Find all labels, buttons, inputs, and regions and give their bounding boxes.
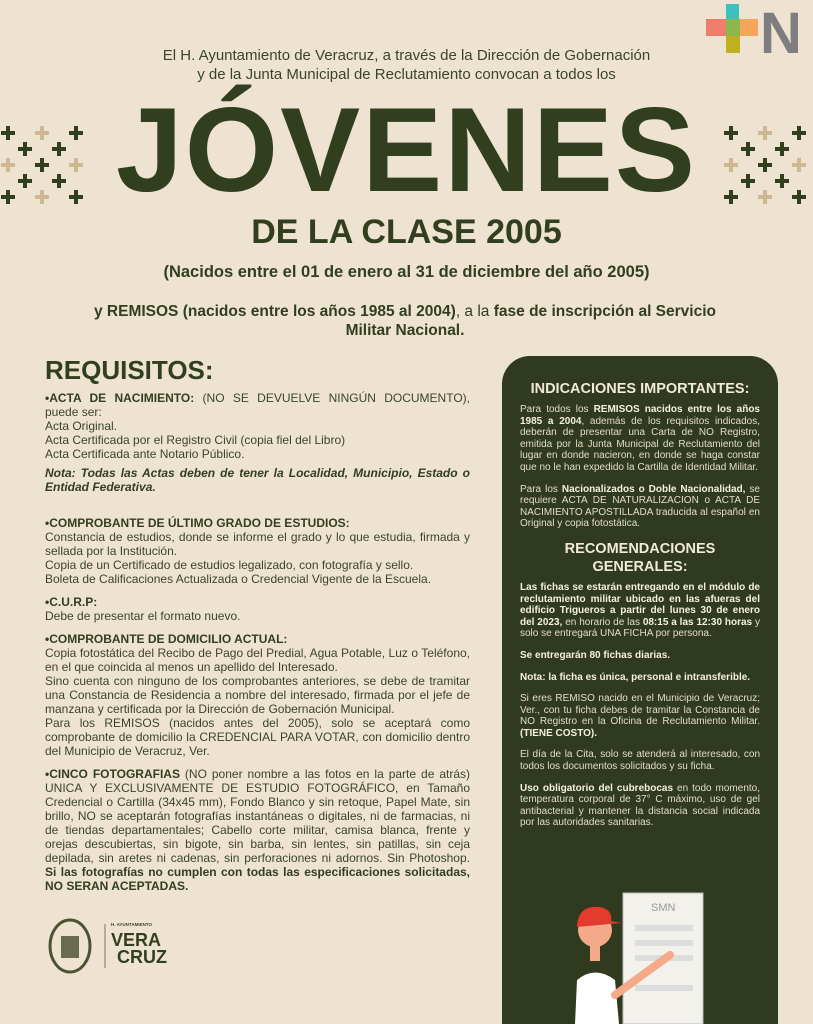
coat-of-arms-icon bbox=[45, 916, 175, 976]
recomendaciones-paragraph bbox=[520, 693, 760, 739]
info-panel bbox=[502, 356, 778, 1024]
indicaciones-paragraph bbox=[520, 484, 760, 530]
requisito-paragraph bbox=[45, 433, 470, 447]
class-subtitle: DE LA CLASE 2005 bbox=[251, 213, 562, 251]
recomendaciones-paragraph bbox=[520, 672, 760, 684]
requisito-paragraph bbox=[45, 530, 470, 558]
recomendaciones-paragraph bbox=[520, 783, 760, 829]
requisito-paragraph bbox=[45, 646, 470, 674]
text-segment: (NO poner nombre a las fotos en la parte de atrás) UNICA Y EXCLUSIVAMENTE DE ESTUDIO FOTOGRÁFICO, en Tamaño Credencial o Cartilla (34x45 mm), Fondo Blanco y sin retoque, Papel Mate, sin brillo, NO se aceptarán fotografías instantáneas o digitales, ni de farmacias, ni de tiendas departamentales; Cabello corte militar, camisa blanca, frente y orejas descubiertas, sin bigote, sin barba, sin lentes, sin patillas, sin ceja depilada, sin aretes ni cadenas, sin perforaciones ni adornos. Sin Photoshop. bbox=[45, 767, 471, 865]
text-segment: (NO SE DEVUELVE NINGÚN DOCUMENTO), puede ser: bbox=[45, 391, 470, 419]
svg-text:CRUZ: CRUZ bbox=[117, 947, 167, 967]
requisito-paragraph bbox=[45, 716, 470, 758]
text-segment: REMISOS nacidos entre los años 1985 a 2004 bbox=[520, 404, 760, 427]
requisito-paragraph bbox=[45, 391, 470, 419]
text-segment: Debe de presentar el formato nuevo. bbox=[45, 609, 241, 623]
svg-text:H. AYUNTAMIENTO: H. AYUNTAMIENTO bbox=[111, 922, 153, 927]
text-segment: Copia fotostática del Recibo de Pago del Predial, Agua Potable, Luz o Teléfono, en el que coincida al menos un apellido del Interesado. bbox=[45, 646, 470, 674]
text-segment: Constancia de estudios, donde se informe el grado y lo que estudia, firmada y sellada por la Institución. bbox=[45, 530, 470, 558]
requisito-paragraph bbox=[45, 674, 470, 716]
text-segment: Nacionalizados o Doble Nacionalidad, bbox=[561, 483, 746, 495]
veracruz-logo bbox=[45, 916, 470, 981]
svg-text:N: N bbox=[760, 4, 802, 54]
intro-line: El H. Ayuntamiento de Veracruz, a través de la Dirección de Gobernación bbox=[162, 47, 651, 64]
text-segment: •COMPROBANTE DE ÚLTIMO GRADO DE ESTUDIOS: bbox=[45, 516, 350, 530]
text-segment: (TIENE COSTO). bbox=[520, 727, 598, 739]
text-segment: Nota: la ficha es única, personal e intransferible. bbox=[520, 671, 751, 683]
text-segment: Acta Original. bbox=[45, 419, 118, 433]
indicaciones-paragraph bbox=[520, 404, 760, 474]
text-segment: Acta Certificada ante Notario Público. bbox=[45, 447, 245, 461]
text-segment: Para los bbox=[520, 483, 562, 495]
text-segment: •ACTA DE NACIMIENTO: bbox=[45, 391, 195, 405]
text-segment: en todo momento, temperatura corporal de 37° C máximo, uso de gel antibacterial y mantener la distancia social indicada por las autoridades sanitarias. bbox=[520, 782, 761, 829]
requisito-paragraph bbox=[45, 419, 470, 433]
requisito-paragraph bbox=[45, 558, 470, 572]
birth-range: (Nacidos entre el 01 de enero al 31 de diciembre del año 2005) bbox=[163, 263, 650, 281]
text-segment: fase de inscripción al Servicio Militar Nacional. bbox=[345, 303, 716, 339]
text-segment: y REMISOS (nacidos entre los años 1985 al 2004) bbox=[93, 303, 456, 320]
requisito-paragraph bbox=[45, 632, 470, 646]
requisito-paragraph bbox=[45, 447, 470, 461]
requisito-paragraph bbox=[45, 466, 470, 494]
text-segment: •COMPROBANTE DE DOMICILIO ACTUAL: bbox=[45, 632, 288, 646]
text-segment: El día de la Cita, solo se atenderá al interesado, con todos los documentos solicitados y su ficha. bbox=[520, 749, 760, 773]
recomendaciones-paragraph bbox=[520, 749, 760, 772]
requisito-paragraph bbox=[45, 516, 470, 530]
recomendaciones-title: RECOMENDACIONES GENERALES: bbox=[564, 540, 716, 575]
text-segment: Para los REMISOS (nacidos antes del 2005), solo se aceptará como comprobante de domicilio la CREDENCIAL PARA VOTAR, con domicilio dentro del Municipio de Veracruz, Ver. bbox=[45, 716, 470, 758]
requisito-paragraph bbox=[45, 767, 470, 893]
requisitos-section bbox=[45, 355, 470, 981]
requisitos-title: REQUISITOS: bbox=[45, 355, 214, 385]
text-segment: •CINCO FOTOGRAFIAS bbox=[45, 767, 180, 781]
text-segment: se requiere ACTA DE NATURALIZACION o ACTA DE NACIMIENTO APOSTILLADA traducida al español en Original y copia fotostática. bbox=[520, 483, 760, 530]
requisito-item bbox=[45, 516, 470, 586]
plus-n-logo-icon bbox=[706, 4, 808, 54]
requisito-paragraph bbox=[45, 595, 470, 609]
text-segment: Acta Certificada por el Registro Civil (copia fiel del Libro) bbox=[45, 433, 346, 447]
text-segment: Copia de un Certificado de estudios legalizado, con fotografía y sello. bbox=[45, 558, 414, 572]
intro-line: y de la Junta Municipal de Reclutamiento convocan a todos los bbox=[197, 66, 616, 83]
text-segment: Uso obligatorio del cubrebocas bbox=[520, 782, 674, 794]
recomendaciones-paragraph bbox=[520, 650, 760, 662]
requisito-item bbox=[45, 595, 470, 623]
requisito-item bbox=[45, 391, 470, 494]
text-segment: en horario de las bbox=[562, 616, 643, 628]
text-segment: •C.U.R.P: bbox=[45, 595, 98, 609]
text-segment: Se entregarán 80 fichas diarias. bbox=[520, 649, 671, 661]
svg-text:SMN: SMN bbox=[651, 902, 676, 914]
recomendaciones-paragraph bbox=[520, 582, 760, 640]
indicaciones-title: INDICACIONES IMPORTANTES: bbox=[530, 381, 750, 397]
text-segment: , a la bbox=[455, 303, 494, 320]
text-segment: Boleta de Calificaciones Actualizada o Credencial Vigente de la Escuela. bbox=[45, 572, 432, 586]
requisito-item bbox=[45, 632, 470, 758]
text-segment: y solo se entregará UNA FICHA por persona. bbox=[520, 616, 760, 640]
requisito-paragraph bbox=[45, 609, 470, 623]
text-segment: , además de los requisitos indicados, deberán de presentar una Carta de NO Registro, emitida por la Junta Municipal de Reclutamiento del lugar en donde nacieron, en donde se haga constar que no le han expedido la Cartilla de Identidad Militar. bbox=[520, 415, 760, 473]
requisito-item bbox=[45, 767, 470, 893]
text-segment: Si eres REMISO nacido en el Municipio de Veracruz; Ver., con tu ficha debes de tramitar la Constancia de NO Registro en la Oficina de Reclutamiento Militar. bbox=[520, 693, 760, 728]
text-segment: Si las fotografías no cumplen con todas las especificaciones solicitadas, NO SERAN ACEPTADAS. bbox=[45, 865, 470, 893]
text-segment: Las fichas se estarán entregando en el módulo de reclutamiento militar ubicado en las afueras del edificio Trigueros a partir del lunes 30 de enero del 2023, bbox=[520, 581, 760, 628]
intro-text bbox=[0, 46, 813, 84]
text-segment: Para todos los bbox=[520, 404, 594, 415]
remisos-text bbox=[80, 302, 730, 340]
svg-text:VERA: VERA bbox=[111, 930, 162, 950]
requisito-paragraph bbox=[45, 572, 470, 586]
text-segment: Sino cuenta con ninguno de los comprobantes anteriores, se debe de tramitar una Constancia de Residencia a nombre del interesado, firmada por el jefe de manzana y certificada por la Dirección de Gobernación Municipal. bbox=[45, 674, 470, 716]
text-segment: Nota: Todas las Actas deben de tener la Localidad, Municipio, Estado o Entidad Federativa. bbox=[45, 466, 470, 494]
main-title: JÓVENES bbox=[116, 83, 697, 217]
text-segment: 08:15 a las 12:30 horas bbox=[642, 616, 753, 628]
recruit-illustration bbox=[555, 885, 725, 1024]
